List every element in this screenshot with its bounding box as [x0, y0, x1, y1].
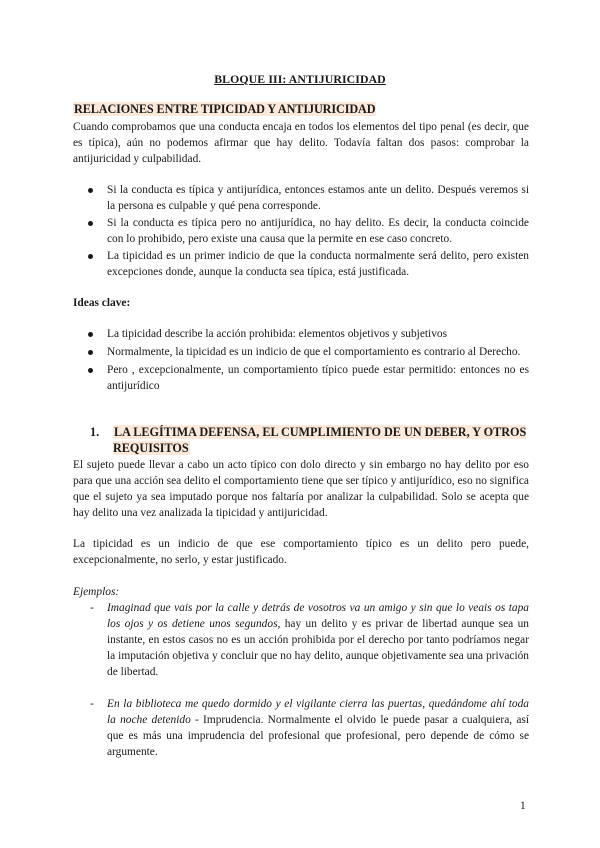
bullet-icon: [88, 221, 93, 226]
dash-icon: -: [90, 602, 94, 614]
examples-list: [73, 600, 529, 760]
list-item: - En la biblioteca me quedo dormido y el vigilante cierra las puertas, quedándome ahí toda la noche detenido - Imprudencia. Normalmente el olvido le puede pasar a cualquiera, así que es más una imprudencia del profesional que profesional, pero depende de cómo se argumente.: [90, 698, 529, 758]
bullet-icon: [88, 350, 93, 355]
page-number: 1: [520, 800, 526, 812]
section-heading-relaciones: [73, 101, 376, 117]
list-item: La tipicidad describe la acción prohibida: elementos objetivos y subjetivos: [73, 326, 529, 342]
list-item: - Imaginad que vais por la calle y detrás de vosotros va un amigo y sin que lo veais os tapa los ojos y os detiene unos segundos, hay un delito y es privar de libertad aunque sea un instante, en estos casos no es un acción prohibida por el derecho por tanto podríamos negar la imputación objetiva y concluir que no hay delito, aunque objetivamente sea una privación de libertad.: [90, 602, 529, 678]
list-item: La tipicidad es un primer indicio de que la conducta normalmente será delito, pero existen excepciones donde, aunque la conducta sea típica, está justificada.: [73, 248, 529, 280]
bullet-icon: [88, 368, 93, 373]
bullet-icon: [88, 332, 93, 337]
examples-label: Ejemplos:: [73, 586, 120, 598]
list-item: Normalmente, la tipicidad es un indicio de que el comportamiento es contrario al Derecho.: [73, 344, 529, 360]
dash-icon: -: [90, 698, 94, 710]
relaciones-bullet-list: [73, 182, 529, 280]
section-heading-legitima-defensa: [73, 424, 529, 456]
heading-highlight: LA LEGÍTIMA DEFENSA, EL CUMPLIMIENTO DE UN DEBER, Y OTROS REQUISITOS: [113, 425, 527, 455]
list-item: Si la conducta es típica pero no antijurídica, no hay delito. Es decir, la conducta coincide con lo prohibido, pero existe una causa que la permite en ese caso concreto.: [73, 215, 529, 247]
list-item: Si la conducta es típica y antijurídica, entonces estamos ante un delito. Después veremos si la persona es culpable y qué pena corresponde.: [73, 182, 529, 214]
bullet-icon: [88, 188, 93, 193]
intro-paragraph: Cuando comprobamos que una conducta encaja en todos los elementos del tipo penal (es decir, que es típica), aún no podemos afirmar que hay delito. Todavía faltan dos pasos: comprobar la antijuricidad y culpabilidad.: [73, 121, 529, 165]
bullet-icon: [88, 254, 93, 259]
page-title: BLOQUE III: ANTIJURICIDAD: [214, 72, 386, 86]
body-paragraph: La tipicidad es un indicio de que ese comportamiento típico es un delito pero puede, excepcionalmente, no serlo, y estar justificado.: [73, 538, 529, 566]
heading-highlight: RELACIONES ENTRE TIPICIDAD Y ANTIJURICIDAD: [74, 102, 376, 116]
body-paragraph: El sujeto puede llevar a cabo un acto típico con dolo directo y sin embargo no hay delito por eso para que una acción sea delito el comportamiento tiene que ser típico y antijurídico, eso no significa que el sujeto ya sea imputado porque nos faltaría por analizar la culpabilidad. Solo se acepta que hay delito una vez analizada la tipicidad y antijuricidad.: [73, 459, 529, 519]
list-item: Pero , excepcionalmente, un comportamiento típico puede estar permitido: entonces no es antijurídico: [73, 362, 529, 394]
ideas-bullet-list: [73, 326, 529, 394]
ideas-clave-heading: Ideas clave:: [73, 297, 131, 309]
section-number: 1.: [90, 425, 100, 439]
